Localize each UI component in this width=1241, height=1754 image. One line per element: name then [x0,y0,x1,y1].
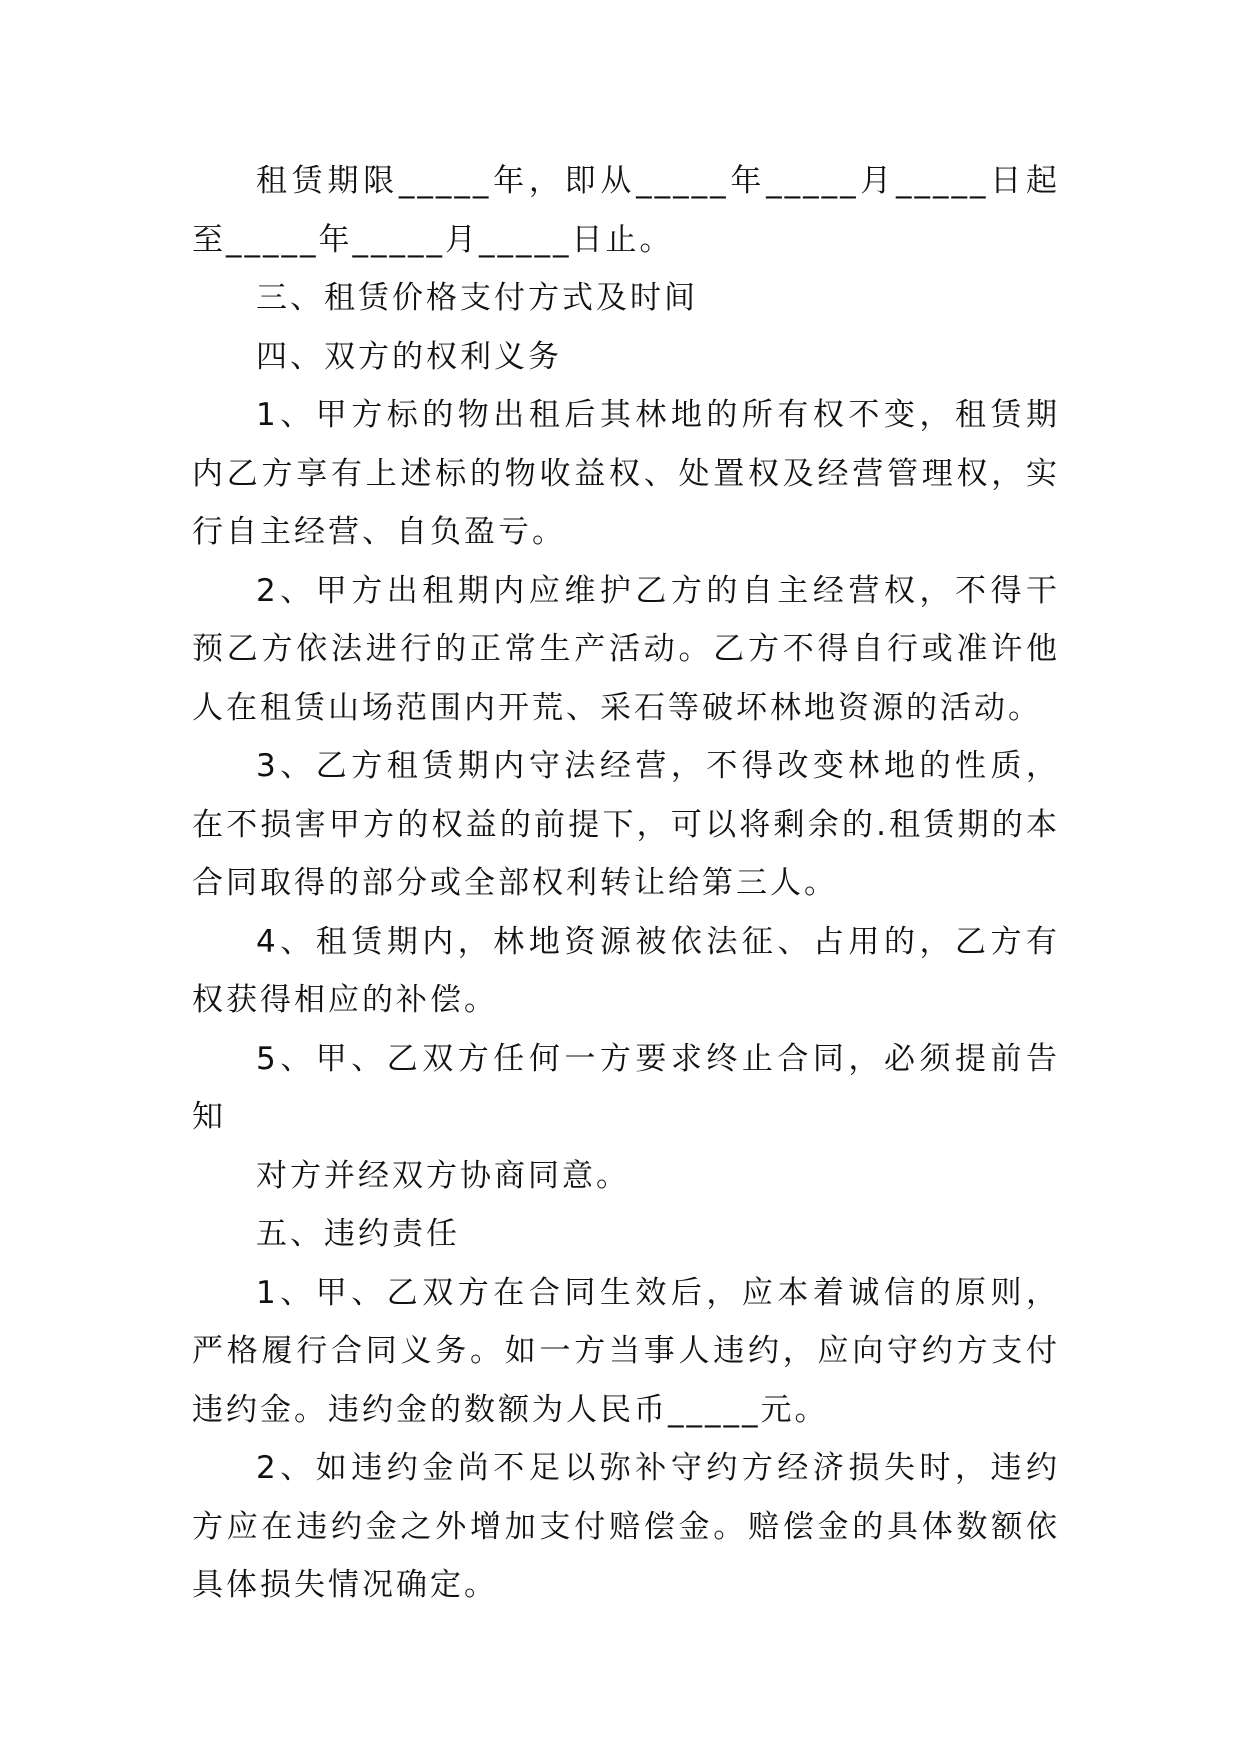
paragraph-rights-5: 5、甲、乙双方任何一方要求终止合同，必须提前告知 [192,1040,1060,1135]
paragraph-rights-5-continued: 对方并经双方协商同意。 [256,1157,630,1194]
paragraph-rights-1: 1、甲方标的物出租后其林地的所有权不变，租赁期内乙方享有上述标的物收益权、处置权及经营管理权，实行自主经营、自负盈亏。 [192,397,1060,550]
paragraph-liability-2: 2、如违约金尚不足以弥补守约方经济损失时，违约方应在违约金之外增加支付赔偿金。赔偿金的具体数额依具体损失情况确定。 [192,1450,1060,1603]
document-page [192,152,1060,1615]
heading-liability: 五、违约责任 [256,1216,460,1252]
paragraph-liability-1: 1、甲、乙双方在合同生效后，应本着诚信的原则，严格履行合同义务。如一方当事人违约，应向守约方支付违约金。违约金的数额为人民币_____元。 [192,1274,1060,1428]
paragraph-lease-term: 租赁期限_____年，即从_____年_____月_____日起至_____年_____月_____日止。 [192,163,1060,258]
paragraph-rights-4: 4、租赁期内，林地资源被依法征、占用的，乙方有权获得相应的补偿。 [192,923,1060,1018]
paragraph-rights-3: 3、乙方租赁期内守法经营，不得改变林地的性质，在不损害甲方的权益的前提下，可以将剩余的.租赁期的本合同取得的部分或全部权利转让给第三人。 [192,748,1060,901]
paragraph-rights-2: 2、甲方出租期内应维护乙方的自主经营权，不得干预乙方依法进行的正常生产活动。乙方不得自行或准许他人在租赁山场范围内开荒、采石等破坏林地资源的活动。 [192,572,1060,726]
heading-rights-obligations: 四、双方的权利义务 [256,338,562,375]
heading-payment: 三、租赁价格支付方式及时间 [256,280,698,316]
